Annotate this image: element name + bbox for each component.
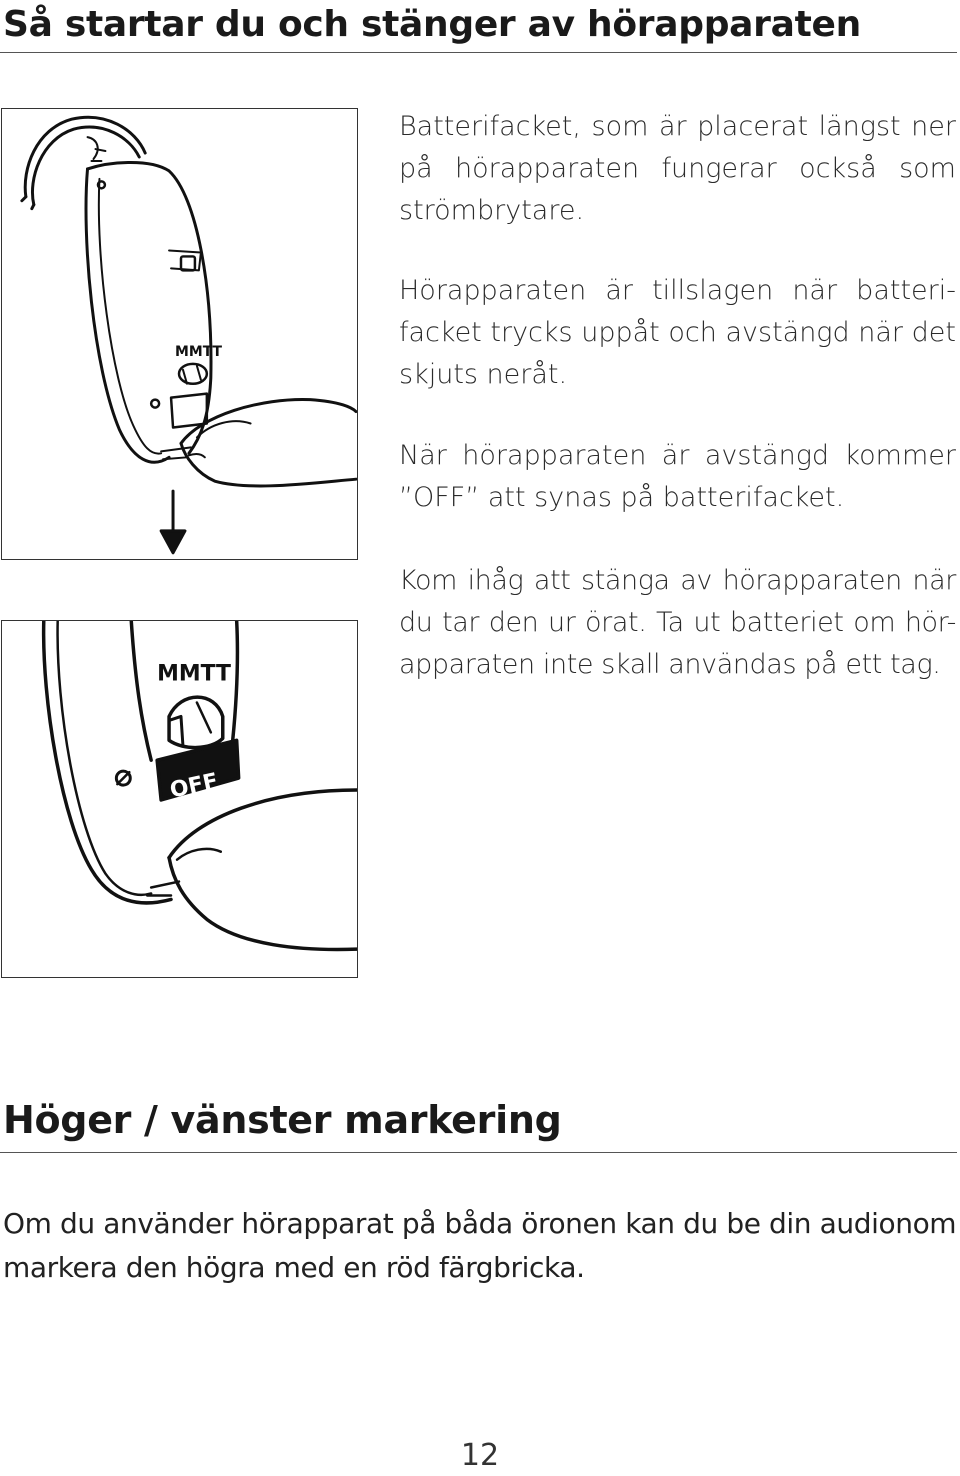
device-label: MMTT: [157, 661, 231, 687]
paragraph-remember: Kom ihåg att stänga av hörapparaten när du tar den ur örat. Ta ut batteriet om hör-apparaten inte skall användas på ett tag.: [399, 565, 956, 680]
section-title-marking: Höger / vänster markering: [3, 1098, 562, 1142]
paragraph-on-off: Hörapparaten är tillslagen när batteri-facket trycks uppåt och avstängd när det skjuts neråt.: [399, 275, 956, 390]
paragraph-battery-door: Batterifacket, som är placerat längst ner på hörapparaten fungerar också som strömbrytare.: [399, 111, 956, 226]
page-number: 12: [460, 1438, 500, 1473]
hearing-aid-illustration: [1, 108, 358, 560]
hearing-aid-off-illustration: [1, 620, 358, 978]
off-label: OFF: [167, 768, 221, 804]
section-title: Så startar du och stänger av hörapparaten: [3, 4, 861, 45]
hearing-aid-off-closeup-icon: [2, 621, 357, 977]
title-divider: [0, 52, 957, 53]
paragraph-off-visible: När hörapparaten är avstängd kommer ”OFF” att synas på batterifacket.: [399, 440, 956, 513]
hearing-aid-battery-door-icon: [2, 109, 357, 559]
paragraph-marking: Om du använder hörapparat på båda öronen kan du be din audionom markera den högra med en röd färgbricka.: [3, 1207, 957, 1284]
title-divider: [0, 1152, 957, 1153]
device-label: MMTT: [175, 343, 222, 360]
